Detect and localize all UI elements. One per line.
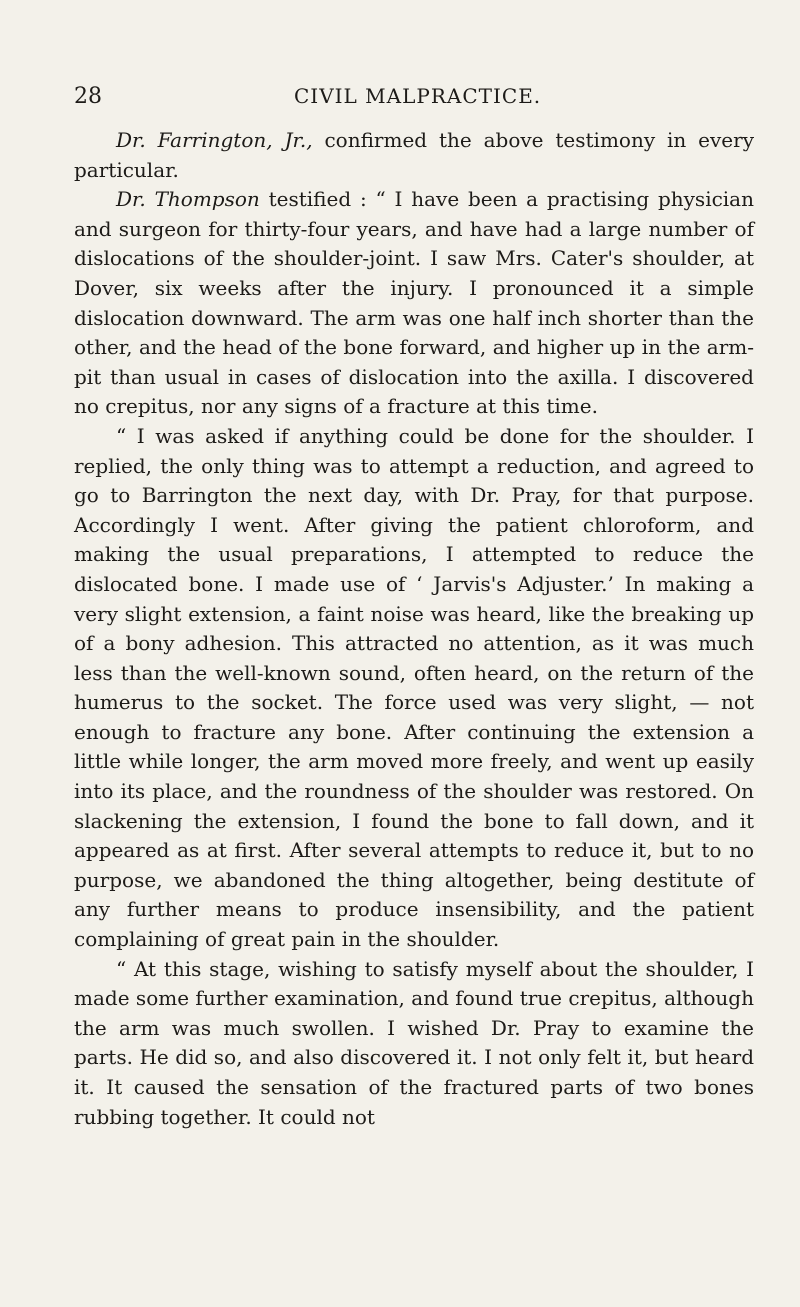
paragraph-text: testified : “ I have been a practising physician and surgeon for thirty-four years, and have had a large number of dislocations of the shoulder-joint. I saw Mrs. Cater's shoulder, at Dover, six weeks after the injury. I pronounced it a simple dislocation downward. The arm was one half inch shorter than the other, and the head of the bone forward, and higher up in the arm-pit than usual in cases of dislocation into the axilla. I discovered no crepitus, nor any signs of a fracture at this time. [74, 187, 754, 419]
page-header [74, 84, 754, 116]
speaker-name: Dr. Thompson [116, 187, 260, 212]
paragraph [74, 126, 754, 185]
paragraph-text: confirmed the above testimony in every particular. [74, 128, 754, 182]
page-number: 28 [74, 84, 102, 109]
body-text [74, 126, 754, 1132]
paragraph: “ At this stage, wishing to satisfy myself about the shoulder, I made some further examination, and found true crepitus, although the arm was much swollen. I wished Dr. Pray to examine the parts. He did so, and also discovered it. I not only felt it, but heard it. It caused the sensation of the fractured parts of two bones rubbing together. It could not [74, 956, 754, 1129]
running-head: CIVIL MALPRACTICE. [294, 84, 542, 108]
paragraph: “ I was asked if anything could be done for the shoulder. I replied, the only thing was to attempt a reduction, and agreed to go to Barrington the next day, with Dr. Pray, for that purpose. Accordingly I went. After giving the patient chloroform, and making the usual preparations, I attempted to reduce the dislocated bone. I made use of ‘ Jarvis's Adjuster.’ In making a very slight extension, a faint noise was heard, like the breaking up of a bony adhesion. This attracted no attention, as it was much less than the well-known sound, often heard, on the return of the humerus to the socket. The force used was very slight, — not enough to fracture any bone. After continuing the extension a little while longer, the arm moved more freely, and went up easily into its place, and the roundness of the shoulder was restored. On slackening the extension, I found the bone to fall down, and it appeared as at first. After several attempts to reduce it, but to no purpose, we abandoned the thing altogether, being destitute of any further means to produce insensibility, and the patient complaining of great pain in the shoulder. [74, 423, 754, 952]
book-page [74, 84, 754, 1132]
speaker-name: Dr. Farrington, Jr., [116, 128, 313, 152]
paragraph [74, 185, 754, 422]
